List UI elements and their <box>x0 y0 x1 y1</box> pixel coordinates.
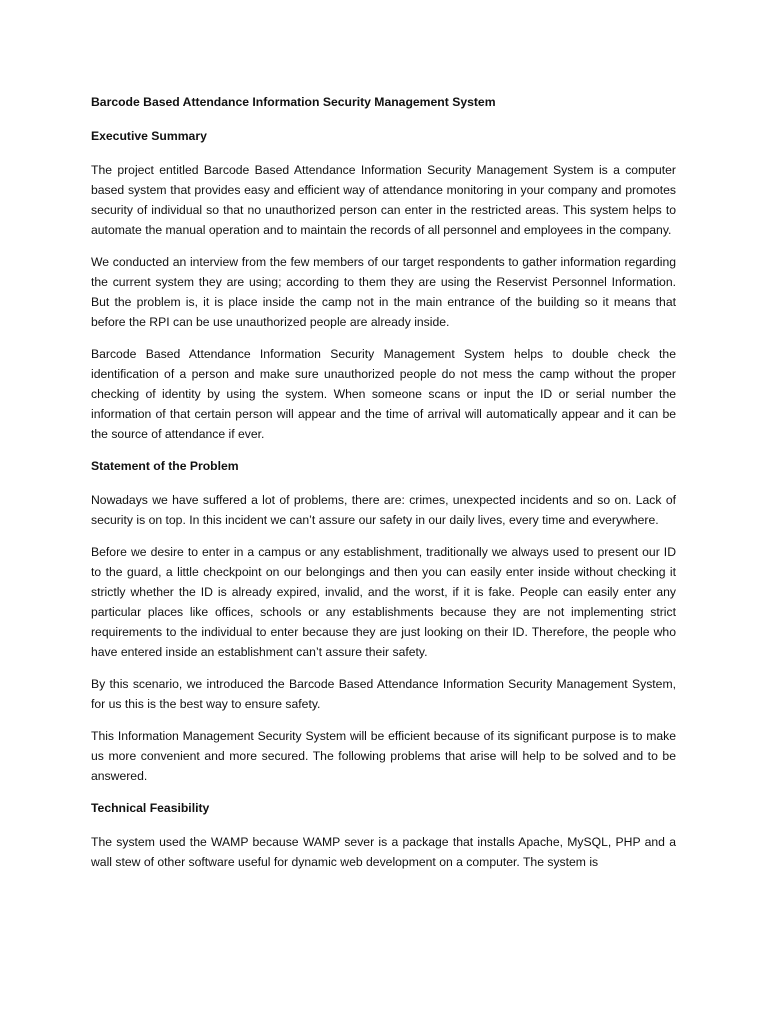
paragraph: By this scenario, we introduced the Barcode Based Attendance Information Security Management System, for us this is the best way to ensure safety. <box>91 677 676 711</box>
paragraph: This Information Management Security System will be efficient because of its significant purpose is to make us more convenient and more secured. The following problems that arise will help to be solved and to be answered. <box>91 729 676 783</box>
paragraph: The system used the WAMP because WAMP sever is a package that installs Apache, MySQL, PHP and a wall stew of other software useful for dynamic web development on a computer. The system is <box>91 835 676 869</box>
paragraph: Before we desire to enter in a campus or any establishment, traditionally we always used to present our ID to the guard, a little checkpoint on our belongings and then you can easily enter inside without checking it strictly whether the ID is already expired, invalid, and the worst, if it is fake. People can easily enter any particular places like offices, schools or any establishments because they are not implementing strict requirements to the individual to enter because they are just looking on their ID. Therefore, the people who have entered inside an establishment can’t assure their safety. <box>91 545 676 659</box>
paragraph: Barcode Based Attendance Information Security Management System helps to double check the identification of a person and make sure unauthorized people do not mess the camp without the proper checking of identity by using the system. When someone scans or input the ID or serial number the information of that certain person will appear and the time of arrival will automatically appear and it can be the source of attendance if ever. <box>91 347 676 441</box>
section-heading-statement-of-the-problem: Statement of the Problem <box>91 459 239 473</box>
paragraph: Nowadays we have suffered a lot of problems, there are: crimes, unexpected incidents and so on. Lack of security is on top. In this incident we can’t assure our safety in our daily lives, every time and everywhere. <box>91 493 676 527</box>
document-title: Barcode Based Attendance Information Security Management System <box>91 95 496 109</box>
section-heading-technical-feasibility: Technical Feasibility <box>91 801 210 815</box>
paragraph: We conducted an interview from the few members of our target respondents to gather information regarding the current system they are using; according to them they are using the Reservist Personnel Information. But the problem is, it is place inside the camp not in the main entrance of the building so it means that before the RPI can be use unauthorized people are already inside. <box>91 255 676 329</box>
section-heading-executive-summary: Executive Summary <box>91 129 207 143</box>
paragraph: The project entitled Barcode Based Attendance Information Security Management System is a computer based system that provides easy and efficient way of attendance monitoring in your company and promotes security of individual so that no unauthorized person can enter in the restricted areas. This system helps to automate the manual operation and to maintain the records of all personnel and employees in the company. <box>91 163 676 237</box>
